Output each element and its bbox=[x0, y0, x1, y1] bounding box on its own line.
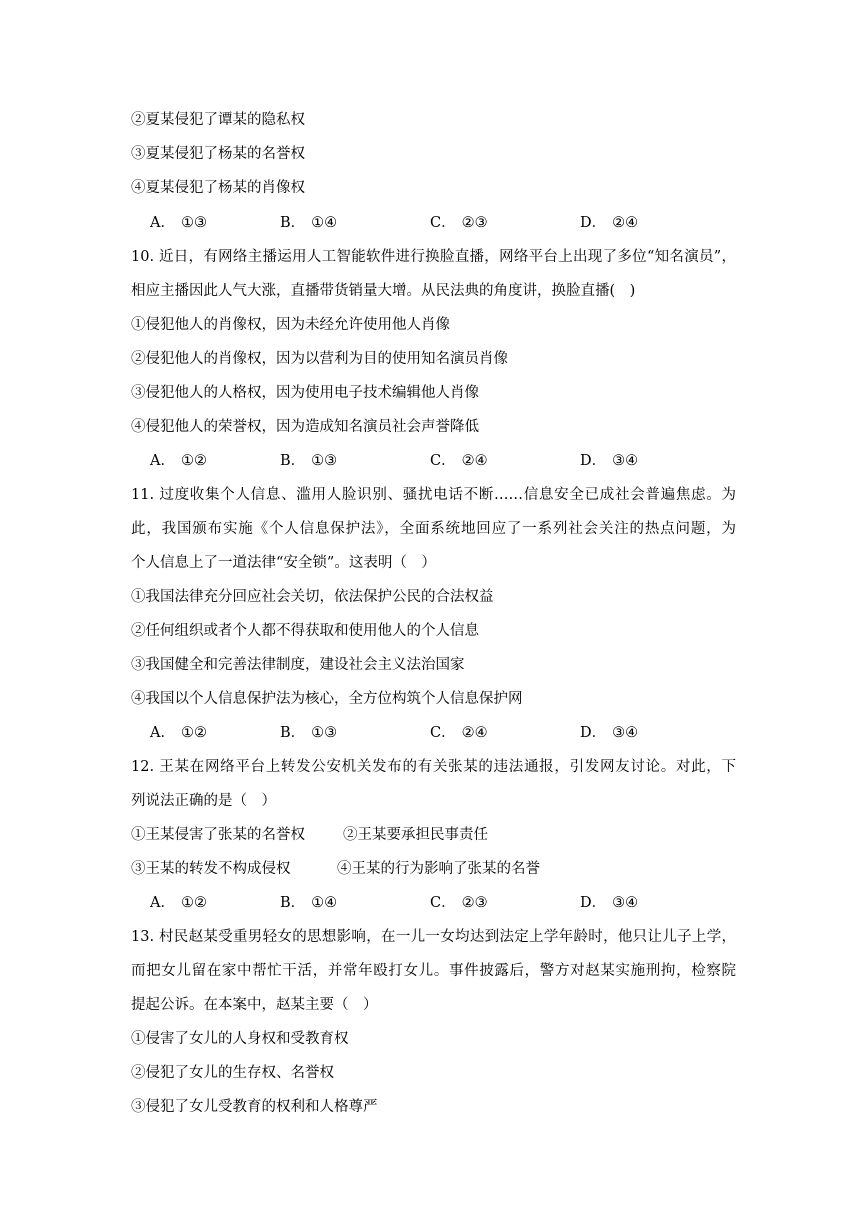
q10-stem-line-2: 相应主播因此人气大涨，直播带货销量大增。从民法典的角度讲，换脸直播( ) bbox=[131, 283, 636, 299]
q12-item-4: ④王某的行为影响了张某的名誉 bbox=[337, 861, 540, 877]
q10-option-b: B． ①③ bbox=[280, 453, 338, 469]
q12-stem-line-2: 列说法正确的是（ ） bbox=[131, 793, 276, 809]
q11-stem-line-1: 11. 过度收集个人信息、滥用人脸识别、骚扰电话不断……信息安全已成社会普遍焦虑。为 bbox=[131, 487, 736, 503]
q12-item-2: ②王某要承担民事责任 bbox=[343, 827, 488, 843]
q9-option-b: B． ①④ bbox=[280, 215, 338, 231]
q11-item-1: ①我国法律充分回应社会关切，依法保护公民的合法权益 bbox=[131, 589, 494, 605]
q13-item-1: ①侵害了女儿的人身权和受教育权 bbox=[131, 1031, 349, 1047]
q10-option-c: C． ②④ bbox=[430, 453, 488, 469]
q13-stem-line-2: 而把女儿留在家中帮忙干活，并常年殴打女儿。事件披露后，警方对赵某实施刑拘，检察院 bbox=[131, 963, 736, 979]
q13-item-3: ③侵犯了女儿受教育的权利和人格尊严 bbox=[131, 1099, 378, 1115]
q12-option-c: C． ②③ bbox=[430, 895, 488, 911]
q11-option-a: A． ①② bbox=[150, 725, 207, 741]
q10-item-1: ①侵犯他人的肖像权，因为未经允许使用他人肖像 bbox=[131, 317, 450, 333]
q12-option-b: B． ①④ bbox=[280, 895, 338, 911]
q12-items-row-1 bbox=[131, 823, 736, 847]
q10-item-4: ④侵犯他人的荣誉权，因为造成知名演员社会声誉降低 bbox=[131, 419, 479, 435]
q11-stem-line-2: 此，我国颁布实施《个人信息保护法》，全面系统地回应了一系列社会关注的热点问题，为 bbox=[131, 521, 736, 537]
q9-item-3: ③夏某侵犯了杨某的名誉权 bbox=[131, 146, 305, 162]
q9-item-2: ②夏某侵犯了谭某的隐私权 bbox=[131, 112, 305, 128]
q9-option-c: C． ②③ bbox=[430, 215, 488, 231]
q10-option-d: D． ③④ bbox=[580, 453, 639, 469]
q12-stem-line-1: 12. 王某在网络平台上转发公安机关发布的有关张某的违法通报，引发网友讨论。对此，下 bbox=[131, 759, 736, 775]
q9-option-d: D． ②④ bbox=[580, 215, 639, 231]
q12-option-d: D． ③④ bbox=[580, 895, 639, 911]
q11-item-2: ②任何组织或者个人都不得获取和使用他人的个人信息 bbox=[131, 623, 479, 639]
q12-option-a: A． ①② bbox=[150, 895, 207, 911]
q13-stem-line-1: 13. 村民赵某受重男轻女的思想影响，在一儿一女均达到法定上学年龄时，他只让儿子上学， bbox=[131, 929, 736, 945]
q11-item-3: ③我国健全和完善法律制度，建设社会主义法治国家 bbox=[131, 657, 465, 673]
q11-option-c: C． ②④ bbox=[430, 725, 488, 741]
q9-item-4: ④夏某侵犯了杨某的肖像权 bbox=[131, 180, 305, 196]
q10-item-2: ②侵犯他人的肖像权，因为以营利为目的使用知名演员肖像 bbox=[131, 351, 508, 367]
q12-item-1: ①王某侵害了张某的名誉权 bbox=[131, 827, 305, 843]
q10-stem-line-1: 10. 近日，有网络主播运用人工智能软件进行换脸直播，网络平台上出现了多位“知名演员”， bbox=[131, 249, 736, 265]
q11-item-4: ④我国以个人信息保护法为核心，全方位构筑个人信息保护网 bbox=[131, 691, 523, 707]
q10-option-a: A． ①② bbox=[150, 453, 207, 469]
q11-stem-line-3: 个人信息上了一道法律“安全锁”。这表明（ ） bbox=[131, 555, 436, 571]
q11-option-b: B． ①③ bbox=[280, 725, 338, 741]
q12-items-row-2 bbox=[131, 857, 736, 881]
q13-stem-line-3: 提起公诉。在本案中，赵某主要（ ） bbox=[131, 997, 378, 1013]
q9-option-a: A． ①③ bbox=[150, 215, 207, 231]
q11-option-d: D． ③④ bbox=[580, 725, 639, 741]
q13-item-2: ②侵犯了女儿的生存权、名誉权 bbox=[131, 1065, 334, 1081]
q10-item-3: ③侵犯他人的人格权，因为使用电子技术编辑他人肖像 bbox=[131, 385, 479, 401]
q12-item-3: ③王某的转发不构成侵权 bbox=[131, 861, 291, 877]
